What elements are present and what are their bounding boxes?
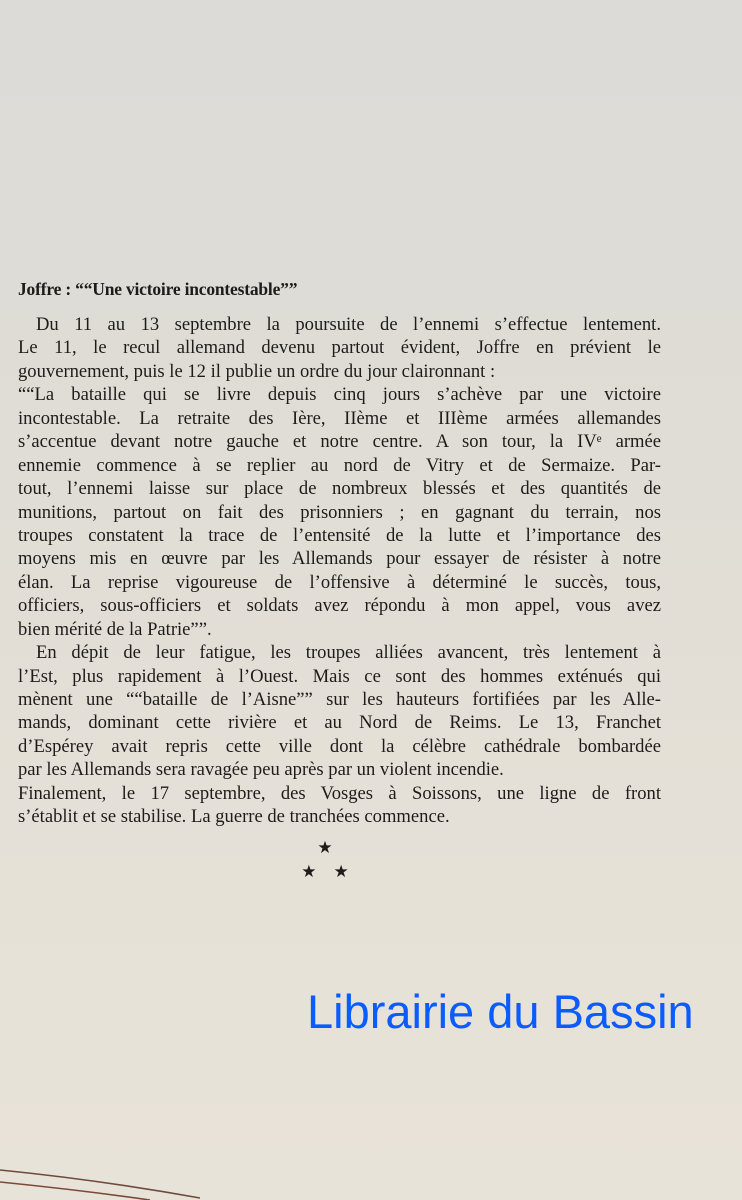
text-line: tout, l’ennemi laisse sur place de nombreux blessés et des quantités de — [18, 478, 661, 500]
paragraph-2 — [18, 641, 661, 829]
text-line: Le 11, le recul allemand devenu partout évident, Joffre en prévient le — [18, 337, 661, 359]
watermark: Librairie du Bassin — [307, 985, 694, 1038]
text-line: bien mérité de la Patrie””. — [18, 618, 212, 640]
text-line: élan. La reprise vigoureuse de l’offensive à déterminé le succès, tous, — [18, 571, 661, 593]
text-line: munitions, partout on fait des prisonniers ; en gagnant du terrain, nos — [18, 501, 661, 523]
section-heading: Joffre : ““Une victoire incontestable”” — [18, 279, 298, 299]
text-line: troupes constatent la trace de l’entensité de la lutte et l’importance des — [18, 524, 661, 546]
text-line: moyens mis en œuvre par les Allemands pour essayer de résister à notre — [18, 548, 661, 570]
text-line: mènent une ““bataille de l’Aisne”” sur les hauteurs fortifiées par les Alle- — [18, 689, 661, 710]
text-line: ennemie commence à se replier au nord de Vitry et de Sermaize. Par- — [18, 454, 661, 476]
text-line: En dépit de leur fatigue, les troupes alliées avancent, très lentement à — [36, 642, 661, 664]
star-ornament-bottom: ★ ★ — [301, 862, 349, 881]
text-line: d’Espérey avait repris cette ville dont la célèbre cathédrale bombardée — [18, 735, 661, 757]
paragraph-1 — [18, 313, 661, 641]
text-line: Du 11 au 13 septembre la poursuite de l’ennemi s’effectue lentement. — [36, 314, 661, 335]
star-ornament-top: ★ — [317, 838, 333, 857]
text-line: incontestable. La retraite des Ière, IIème et IIIème armées allemandes — [18, 407, 661, 429]
text-line: mands, dominant cette rivière et au Nord de Reims. Le 13, Franchet — [18, 712, 661, 734]
text-line: gouvernement, puis le 12 il publie un ordre du jour claironnant : — [18, 360, 496, 382]
text-line: Finalement, le 17 septembre, des Vosges à Soissons, une ligne de front — [18, 782, 661, 804]
text-line: s’accentue devant notre gauche et notre centre. A son tour, la IVᵉ armée — [18, 431, 661, 453]
book-edge-lines — [0, 1150, 742, 1200]
edge-line — [0, 1182, 150, 1200]
text-line: s’établit et se stabilise. La guerre de tranchées commence. — [18, 806, 450, 828]
text-line: l’Est, plus rapidement à l’Ouest. Mais ce sont des hommes exténués qui — [18, 665, 661, 687]
text-line: ““La bataille qui se livre depuis cinq jours s’achève par une victoire — [18, 384, 661, 406]
text-line: officiers, sous-officiers et soldats avez répondu à mon appel, vous avez — [18, 595, 661, 617]
text-line: par les Allemands sera ravagée peu après par un violent incendie. — [18, 759, 504, 781]
body-text — [18, 313, 661, 829]
